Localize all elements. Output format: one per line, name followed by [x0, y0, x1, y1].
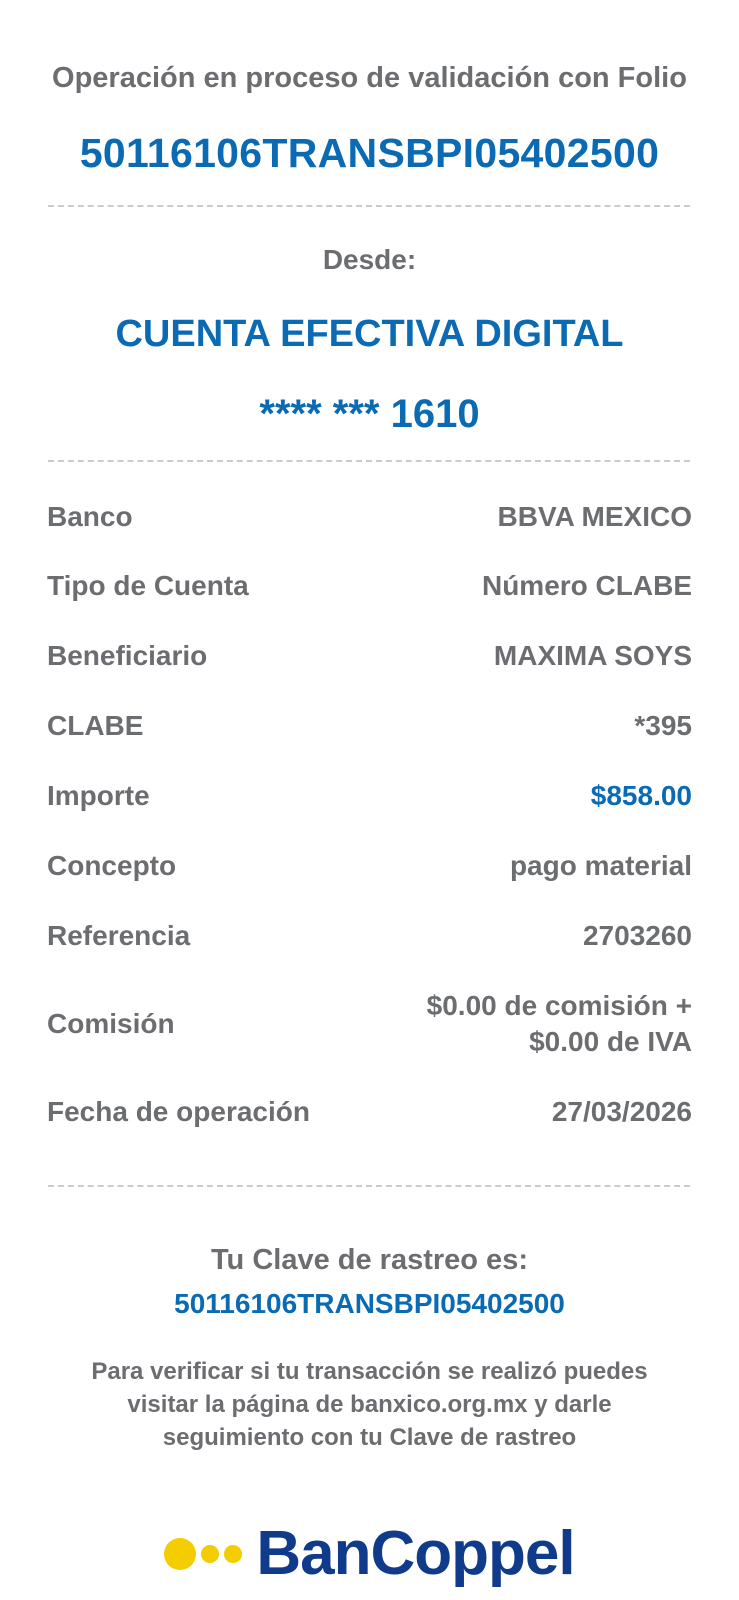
detail-value: *395 — [634, 710, 692, 741]
detail-value: MAXIMA SOYS — [493, 640, 692, 671]
divider — [48, 205, 690, 207]
detail-label: Referencia — [47, 920, 191, 951]
detail-label: Banco — [47, 501, 133, 532]
logo-dot — [224, 1545, 242, 1563]
origin-account-name: CUENTA EFECTIVA DIGITAL — [115, 313, 624, 355]
brand-name: BanCoppel — [256, 1519, 575, 1588]
tracking-label: Tu Clave de rastreo es: — [211, 1244, 528, 1276]
three-dots-logo-icon — [164, 1538, 242, 1570]
bancoppel-logo — [0, 1518, 739, 1589]
tracking-key: 50116106TRANSBPI05402500 — [174, 1288, 565, 1319]
divider — [48, 460, 690, 462]
detail-label: Comisión — [47, 1008, 175, 1039]
verify-note: Para verificar si tu transacción se realizó puedes visitar la página de banxico.org.mx y darle seguimiento con tu Clave de rastreo — [91, 1358, 648, 1451]
detail-row-clabe — [47, 708, 692, 744]
origin-account-number: **** *** 1610 — [259, 392, 480, 436]
detail-value: 27/03/2026 — [551, 1096, 692, 1127]
iva-line: $0.00 de IVA — [529, 1026, 692, 1057]
detail-row-importe — [47, 778, 692, 814]
folio-title: Operación en proceso de validación con Folio — [52, 62, 687, 94]
commission-line: $0.00 de comisión + — [426, 990, 692, 1021]
logo-dot — [201, 1545, 219, 1563]
detail-label: Tipo de Cuenta — [47, 570, 249, 601]
amount-value: $858.00 — [590, 780, 692, 811]
detail-row-concepto — [47, 848, 692, 884]
detail-label: Importe — [47, 780, 150, 811]
detail-value: Número CLABE — [481, 570, 692, 601]
commission-value — [427, 988, 692, 1060]
detail-label: Beneficiario — [47, 640, 208, 671]
detail-label: CLABE — [47, 710, 144, 741]
detail-value: 2703260 — [582, 920, 692, 951]
detail-row-beneficiario — [47, 638, 692, 674]
divider — [48, 1185, 690, 1187]
folio-number: 50116106TRANSBPI05402500 — [79, 130, 660, 176]
detail-row-referencia — [47, 918, 692, 954]
detail-row-fecha — [47, 1094, 692, 1130]
detail-row-tipo-cuenta — [47, 568, 692, 604]
detail-label: Concepto — [47, 850, 177, 881]
from-label: Desde: — [322, 244, 417, 275]
logo-dot — [164, 1538, 196, 1570]
detail-value: pago material — [509, 850, 692, 881]
detail-value: BBVA MEXICO — [497, 501, 692, 532]
detail-row-comision — [47, 988, 692, 1060]
detail-row-banco — [47, 499, 692, 535]
detail-label: Fecha de operación — [47, 1096, 310, 1127]
